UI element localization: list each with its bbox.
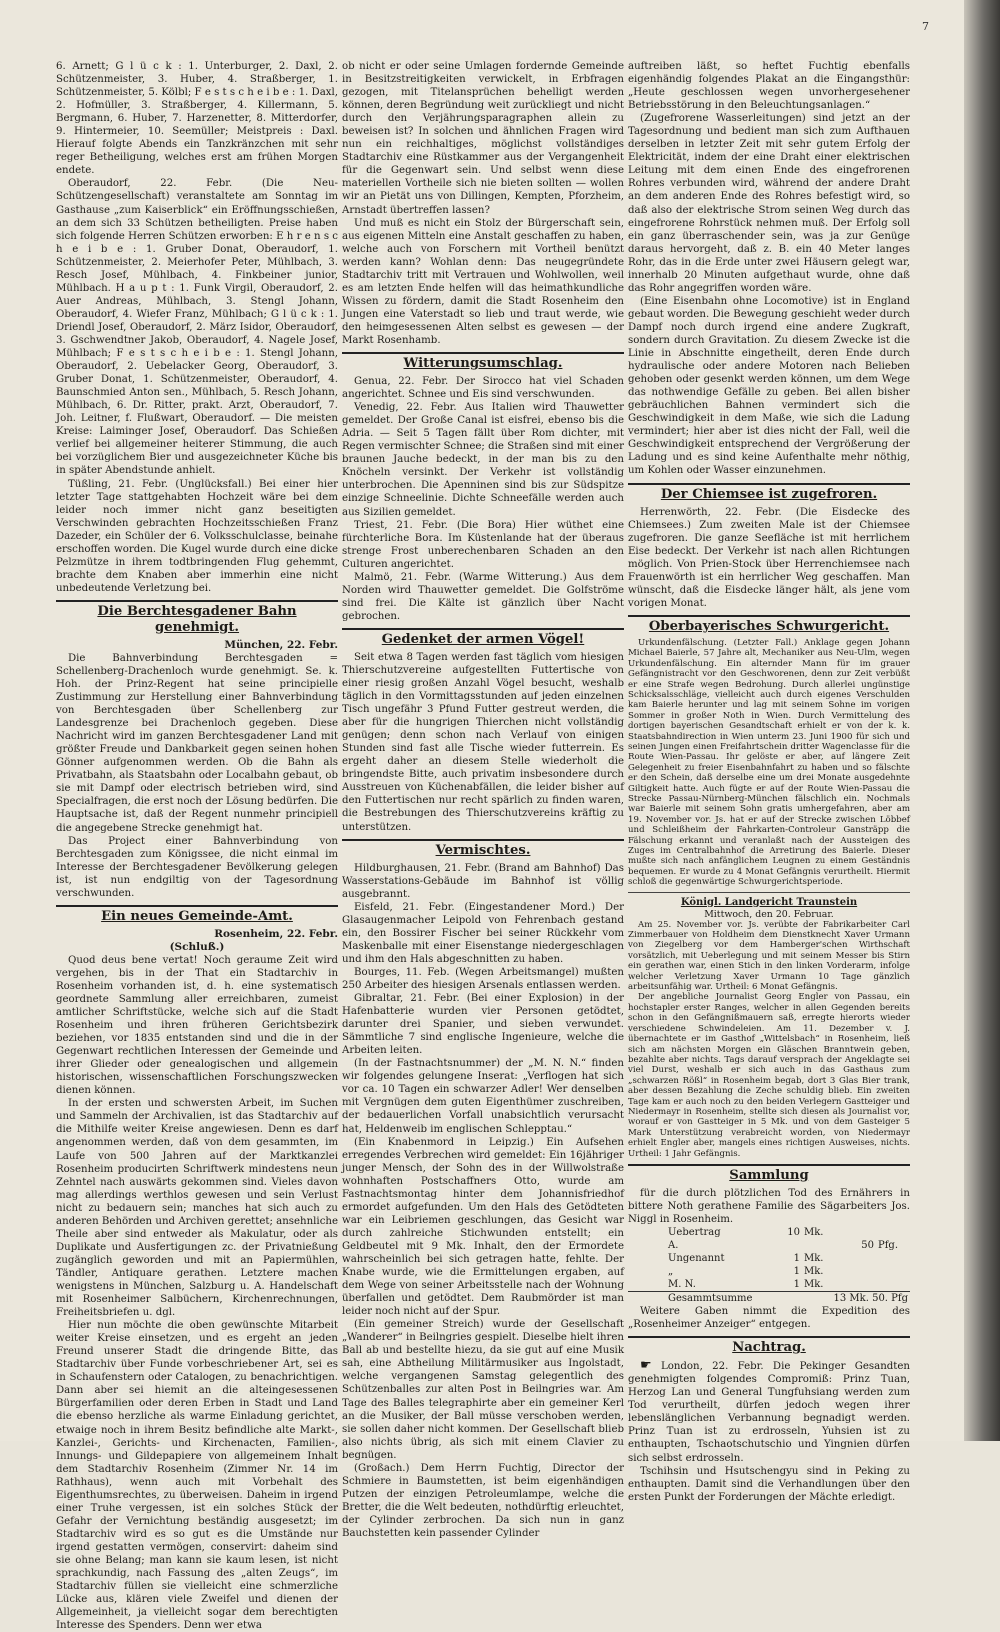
sammlung-row-pfg-unit	[876, 1265, 910, 1278]
headline-vermischtes: Vermischtes.	[435, 842, 531, 858]
article-triest: Triest, 21. Febr. (Die Bora) Hier wüthet eine fürchterliche Bora. Im Küstenlande hat der überaus strenge Frost unberechenbaren Schaden an den Culturen angerichtet.	[342, 519, 624, 570]
sammlung-row-mk	[762, 1239, 802, 1252]
dateline-muenchen: München, 22. Febr.	[224, 638, 338, 651]
article-bahn-p2: Das Project einer Bahnverbindung von Berchtesgaden zum Königssee, die nicht einmal im Interesse der Berchtesgadener Bevölkerung gelegen ist, ist nun endgiltig von der Tagesordnung verschwunden.	[56, 835, 338, 899]
divider	[56, 905, 338, 907]
sammlung-row	[628, 1265, 910, 1278]
sammlung-row-mk-unit: Mk.	[804, 1227, 824, 1239]
landgericht-body	[628, 920, 910, 1159]
sammlung-row-pfg	[836, 1252, 876, 1265]
article-grossach: (Großach.) Dem Herrn Fuchtig, Director der Schmiere in Baumstetten, ist beim eigenhändigen Putzen der einzigen Petroleumlampe, welche die Bretter, die die Welt bedeuten, nothdürftig erleuchtet, der Cylinder zerbrochen. Da sich nun in ganz Bauchstetten kein passender Cylinder	[342, 1462, 624, 1539]
sammlung-row-label: Uebertrag	[668, 1227, 721, 1239]
article-bahn-p1: Die Bahnverbindung Berchtesgaden = Schellenberg-Drachenloch wurde genehmigt. Se. k. Hoh. der Prinz-Regent hat seine principielle Zustimmung zur Herstellung einer Bahnverbindung von Berchtesgaden über Schellenberg zur Landesgrenze bei Drachenloch gegeben. Diese Nachricht wird im ganzen Berchtesgadener Land mit größter Freude und Dankbarkeit gegen seinen hohen Gönner aufgenommen werden. Ob die Bahn als Privatbahn, als Staatsbahn oder Localbahn gebaut, ob sie mit Dampf oder electrisch betrieben wird, sind Specialfragen, die erst noch der Lösung bedürfen. Die Hauptsache ist, daß der Regent nunmehr principiell die angegebene Strecke genehmigt hat.	[56, 652, 338, 834]
sammlung-row-mk-unit: Mk.	[804, 1279, 824, 1291]
sammlung-total-label: Gesammtsumme	[628, 1292, 762, 1306]
article-landgericht-2: Der angebliche Journalist Georg Engler von Passau, ein hochstapler erster Ranges, welcher in allen Gegenden bereits schon in den Gefängnißmauern saß, erregte hierorts wieder verschiedene Schwindeleien. Am 11. Dezember v. J. übernachtete er im Gasthof „Wittelsbach“ in Rosenheim, ließ sich am nächsten Morgen ein Gläschen Branntwein geben, bezahlte aber nichts. Tags darauf versprach der Angeklagte sei viel Durst, weshalb er sich auch in das Gasthaus zum „schwarzen Rößl“ in Rosenheim begab, dort 3 Glas Bier trank, aber dessen Bezahlung die Zeche schuldig blieb. Ein zweiten Tage kam er auch noch zu den beiden Verlegern Gastteiger und Niedermayr in Rosenheim, stellte sich diesen als Journalist vor, worauf er von Gastteiger in 5 Mk. und von dem Gasteiger 5 Mark Unterstützung verabreicht worden, von Niedermayr erhielt Engler aber, mangels eines richtigen Ausweises, nichts. Urtheil: 1 Jahr Gefängnis.	[628, 992, 910, 1159]
article-nachtrag	[628, 1359, 910, 1464]
column-3	[628, 60, 910, 1503]
sammlung-table	[628, 1226, 910, 1305]
sammlung-row	[628, 1278, 910, 1292]
headline-schwurgericht: Oberbayerisches Schwurgericht.	[648, 618, 890, 634]
dateline-rosenheim: Rosenheim, 22. Febr.	[214, 927, 338, 940]
article-genua: Genua, 22. Febr. Der Sirocco hat viel Schaden angerichtet. Schnee und Eis sind verschwunden.	[342, 376, 624, 401]
sammlung-row-mk-unit	[802, 1239, 836, 1252]
article-tuessling: Tüßling, 21. Febr. (Unglücksfall.) Bei einer hier letzter Tage stattgehabten Hochzeit wäre bei dem leider noch immer nicht ganz beseitigten Verschwinden gebrachten Hochzeitsschießen Franz Dazeder, ein Schüler der 6. Volksschulclasse, beinahe erschoffen worden. Die Kugel wurde durch eine dicke Pelzmütze in ihrem todtbringenden Flug gehemmt, brachte dem Knaben aber immerhin eine nicht unbedeutende Verletzung bei.	[56, 478, 338, 594]
page-number: 7	[922, 20, 929, 33]
schwurgericht-body	[628, 638, 910, 888]
article-malmoe: Malmö, 21. Febr. (Warme Witterung.) Aus dem Norden wird Thauwetter gemeldet. Die Golfströme sind frei. Die Kälte ist gänzlich über Nacht gebrochen.	[342, 571, 624, 622]
article-amt-p2: In der ersten und schwersten Arbeit, im Suchen und Sammeln der Archivalien, ist das Stadtarchiv auf die Mithilfe weiter Kreise angewiesen. Denn es darf angenommen werden, daß von dem gesammten, im Laufe von 500 Jahren auf der Marktkanzlei Rosenheim producirten Schriftwerk mindestens neun Zehntel nach auswärts gekommen sind. Vieles davon mag allerdings werthlos gewesen und sein Verlust nicht zu bedauern sein; manches hat sich auch zu anderen Behörden und Archiven gerettet; ansehnliche Theile aber sind entweder als Makulatur, oder als Duplikate und Ausfertigungen zc. der Privatnießung zugänglich geworden und mit an Papiermühlen, Tändler, Antiquare gerathen. Letztere machen wenigstens in München, Salzburg u. A. Handelschaft mit Rosenheimer Salbüchern, Kirchenrechnungen, Freiheitsbriefen u. dgl.	[56, 1098, 338, 1319]
dateline-landgericht: Mittwoch, den 20. Februar.	[704, 908, 834, 920]
article-grossach-continued: auftreiben läßt, so heftet Fuchtig ebenfalls eigenhändig folgendes Plakat an die Eingangsthür: „Heute geschlossen wegen unvorhergesehener Betriebsstörung in den Beleuchtungsanlagen.“	[628, 61, 910, 112]
article-amt-continued-2: Und muß es nicht ein Stolz der Bürgerschaft sein, aus eigenen Mitteln eine Anstalt geschaffen zu haben, welche auch von Forschern mit Vortheil benützt werden kann? Wohlan denn: Das neugegründete Stadtarchiv tritt mit Vertrauen und Wohlwollen, weil es am letzten Ende helfen will das heimathkundliche Wissen zu fördern, damit die Stadt Rosenheim den Jungen eine Vaterstadt so lieb und traut werde, wie den heimgesessenen Alten selbst es gewesen — der Markt Rosenhamb.	[342, 217, 624, 346]
sammlung-row-mk: 1	[793, 1253, 800, 1265]
sammlung-row-mk: 1	[793, 1279, 800, 1291]
divider	[628, 483, 910, 485]
article-nachtrag-2: Tschihsin und Hsutschengyu sind in Peking zu enthaupten. Damit sind die Verhandlungen über den ersten Punkt der Forderungen der Mächte erledigt.	[628, 1465, 910, 1503]
sammlung-outro: Weitere Gaben nimmt die Expedition des „Rosenheimer Anzeiger“ entgegen.	[628, 1306, 910, 1331]
article-nachtrag-text: London, 22. Febr. Die Pekinger Gesandten genehmigten folgendes Compromiß: Prinz Tuan, Herzog Lan und General Tungfuhsiang werden zum Tod verurtheilt, dürfen jedoch wegen ihrer lebenslänglichen Verbannung begnadigt werden. Prinz Tuan ist zu erdrosseln, Yuhsien ist zu enthaupten, Tschaotschutschio und Yingnien dürfen sich selbst erdrosseln.	[628, 1361, 910, 1464]
divider	[342, 352, 624, 354]
divider	[342, 628, 624, 630]
article-fastnacht: (In der Fastnachtsnummer) der „M. N. N.“ finden wir folgendes gelungene Inserat: „Verflogen hat sich vor ca. 10 Tagen ein schwarzer Adler! Wer denselben mit Vergnügen dem guten Eigenthümer zuschreiben, der bedauerlichen Vorfall unabsichtlich verursacht hat, Heldenweib im englischen Schlepptau.“	[342, 1058, 624, 1135]
headline-voegel: Gedenket der armen Vögel!	[381, 631, 585, 647]
sammlung-row	[628, 1226, 910, 1239]
article-knabenmord: (Ein Knabenmord in Leipzig.) Ein Aufsehen erregendes Verbrechen wird gemeldet: Ein 16jähriger junger Mensch, der Sohn des in der Willwolstraße wohnhaften Postschaffners Otto, wurde am Fastnachtsmontag hinter dem Johannisfriedhof ermordet aufgefunden. Um den Hals des Getödteten war ein Leibriemen geschlungen, das Gesicht war durch zahlreiche Stichwunden entstellt; ein Geldbeutel mit 9 Mk. Inhalt, den der Ermordete wahrscheinlich bei sich getragen hatte, fehlte. Der Knabe wurde, wie die Ermittelungen ergaben, auf dem Wege von seiner Arbeitsstelle nach der Wohnung überfallen und getödtet. Dem Raubmörder ist man leider noch nicht auf der Spur.	[342, 1136, 624, 1318]
scan-edge-shadow	[964, 0, 1000, 1441]
article-chiemsee: Herrenwörth, 22. Febr. (Die Eisdecke des Chiemsees.) Zum zweiten Male ist der Chiemsee zugefroren. Die ganze Seefläche ist mit herrlichem Eise bedeckt. Der Verkehr ist nach allen Richtungen möglich. Von Prien-Stock über Herrenchiemsee nach Frauenwörth ist ein herrlicher Weg geschaffen. Man wünscht, daß die Eisdecke länger hält, als jene vom vorigen Monat.	[628, 506, 910, 609]
sammlung-row-mk: 1	[793, 1266, 800, 1278]
divider	[628, 1336, 910, 1338]
sammlung-row-mk-unit: Mk.	[804, 1266, 824, 1278]
article-gibraltar: Gibraltar, 21. Febr. (Bei einer Explosion) in der Hafenbatterie wurden vier Personen getödtet, darunter drei Spanier, und sieben verwundet. Sämmtliche 7 sind englische Ingenieure, welche die Arbeiten leiten.	[342, 993, 624, 1057]
sammlung-row-mk-unit: Mk.	[804, 1253, 824, 1265]
article-hildburghausen: Hildburghausen, 21. Febr. (Brand am Bahnhof) Das Wasserstations-Gebäude im Bahnhof ist völlig ausgebrannt.	[342, 862, 624, 900]
divider	[628, 892, 910, 893]
sammlung-row	[628, 1252, 910, 1265]
sammlung-row-pfg	[836, 1226, 876, 1239]
sammlung-row-pfg: 50	[861, 1240, 874, 1252]
sammlung-row-pfg-unit	[876, 1278, 910, 1292]
sammlung-row-pfg	[836, 1278, 876, 1292]
article-eisfeld: Eisfeld, 21. Febr. (Eingestandener Mord.) Der Glasaugenmacher Leipold von Fehrenbach gestand ein, den Bossirer Fischer bei seiner Rückkehr vom Maskenballe mit einer Eisenstange niedergeschlagen und ihm den Hals abgeschnitten zu haben.	[342, 901, 624, 965]
sammlung-intro: für die durch plötzlichen Tod des Ernährers in bittere Noth gerathene Familie des Sägarbeiters Jos. Niggl in Rosenheim.	[628, 1187, 910, 1226]
article-streich: (Ein gemeiner Streich) wurde der Gesellschaft „Wanderer“ in Beilngries gespielt. Dieselbe hielt ihren Ball ab und bestellte hiezu, da sie gut auf eine Musik sah, eine Abtheilung Militärmusiker aus Ingolstadt, welche vergangenen Samstag gelegentlich des Schützenballes zur alten Post in Beilngries war. Am Tage des Balles telegraphirte aber ein gemeiner Kerl an die Musiker, der Ball müsse verschoben werden, sie sollen daher nicht kommen. Der Gesellschaft blieb also nichts übrig, als sich mit einem Clavier zu begnügen.	[342, 1319, 624, 1461]
divider	[628, 615, 910, 617]
article-bourges: Bourges, 11. Feb. (Wegen Arbeitsmangel) mußten 250 Arbeiter des hiesigen Arsenals entlassen werden.	[342, 966, 624, 991]
divider	[628, 1164, 910, 1166]
divider	[342, 839, 624, 841]
article-wasserleitungen: (Zugefrorene Wasserleitungen) sind jetzt an der Tagesordnung und bedient man sich zum Aufthauen derselben in letzter Zeit mit sehr gutem Erfolg der Elektricität, indem der eine Draht einer elektrischen Leitung mit dem einen Ende des eingefrorenen Rohres verbunden wird, während der andere Draht an dem anderen Ende des Rohres befestigt wird, so daß also der elektrische Strom seinen Weg durch das eingefrorene Rohrstück nehmen muß. Der Erfolg soll ein ganz überraschender sein, was ja zur Genüge daraus hervorgeht, daß z. B. ein 40 Meter langes Rohr, das in die Erde unter zwei Häusern gelegt war, innerhalb 20 Minuten aufgethaut wurde, ohne daß das Rohr angegriffen worden wäre.	[628, 113, 910, 294]
article-amt-p3: Hier nun möchte die oben gewünschte Mitarbeit weiter Kreise einsetzen, und es ergeht an jeden Freund unserer Stadt die dringende Bitte, das Stadtarchiv über Funde vorbeschriebener Art, sei es in Schaufenstern oder Catalogen, zu benachrichtigen. Dann aber sei hiemit an die alteingesessenen Bürgerfamilien oder deren Erben in Stadt und Land die ebenso herzliche als warme Einladung gerichtet, etwaige noch in ihrem Besitz befindliche alte Markt-, Kanzlei-, Gerichts- und Kirchenacten, Familien-, Innungs- und Gildepapiere von allgemeinem Inhalt dem Stadtarchiv Rosenheim (Zimmer Nr. 14 im Rathhaus), wenn auch mit Vorbehalt des Eigenthumsrechtes, zu überweisen. Daheim in irgend einer Truhe vergessen, ist ein solches Stück der Gefahr der Vernichtung beständig ausgesetzt; im Stadtarchiv wird es so gut es die Umstände nur irgend gestatten vermögen, conservirt: daheim sind sie ohne Belang; man kann sie kaum lesen, ist nicht sprachkundig, nach Fassung des „alten Zeugs“, im Stadtarchiv füllen sie vielleicht eine schmerzliche Lücke aus, klären viele Zweifel und dienen der Allgemeinheit, ja vielleicht sogar dem berechtigten Interesse des Spenders. Denn wer etwa	[56, 1320, 338, 1632]
article-oberaudorf: Oberaudorf, 22. Febr. (Die Neu-Schützengesellschaft) veranstaltete am Sonntag im Gasthause „zum Kaiserblick“ ein Eröffnungsschießen, an dem sich 33 Schützen betheiligten. Preise haben sich folgende Herren Schützen erworben: E h r e n s c h e i b e : 1. Gruber Donat, Oberaudorf, 1. Schützenmeister, 2. Meierhofer Peter, Mühlbach, 3. Resch Josef, Mühlbach, 4. Finkbeiner junior, Mühlbach. H a u p t : 1. Funk Virgil, Oberaudorf, 2. Auer Andreas, Mühlbach, 3. Stengl Johann, Oberaudorf, 4. Wiefer Franz, Mühlbach; G l ü c k : 1. Driendl Josef, Oberaudorf, 2. März Isidor, Oberaudorf, 3. Gschwendtner Jakob, Oberaudorf, 4. Nagele Josef, Mühlbach; F e s t s c h e i b e : 1. Stengl Johann, Oberaudorf, 2. Uebelacker Georg, Oberaudorf, 3. Gruber Donat, 1. Schützenmeister, Oberaudorf, 4. Baunschmied Anton sen., Mühlbach, 5. Resch Johann, Mühlbach, 6. Dr. Ritter, prakt. Arzt, Oberaudorf, 7. Joh. Leitner, f. Flußwart, Oberaudorf. — Die meisten Kreise: Laiminger Josef, Oberaudorf. Das Schießen verlief bei allgemeiner heiterer Stimmung, die auch bei vorzüglichem Bier und ausgezeichneter Küche bis in später Abendstunde anhielt.	[56, 178, 338, 477]
sammlung-row-pfg-unit	[876, 1226, 910, 1239]
sammlung-row-pfg-unit: Pfg.	[878, 1240, 899, 1252]
divider	[56, 600, 338, 602]
sammlung-row-pfg-unit	[876, 1252, 910, 1265]
article-venedig: Venedig, 22. Febr. Aus Italien wird Thauwetter gemeldet. Der Große Canal ist eisfrei, ebenso bis die Adria. — Seit 5 Tagen fällt über Rom dichter, mit Regen vermischter Schnee; die Straßen sind mit einer braunen Jauche bedeckt, in der man bis zu den Knöcheln versinkt. Der Verkehr ist vollständig unterbrochen. Die Apenninen sind bis zur Südspitze einzige Schneelinie. Dichte Schneefälle werden auch aus Sizilien gemeldet.	[342, 402, 624, 518]
headline-chiemsee: Der Chiemsee ist zugefroren.	[660, 486, 878, 502]
article-voegel: Seit etwa 8 Tagen werden fast täglich vom hiesigen Thierschutzvereine aufgestellten Futtertische von einer riesig großen Anzahl Vögel besucht, weshalb täglich in den Vormittagsstunden auf jeden einzelnen Tisch ungefähr 3 Pfund Futter gestreut werden, die aber für die hungrigen Thierchen nicht vollständig genügen; denn schon nach Verlauf von einigen Stunden sind fast alle Tische wieder futterrein. Es ergeht daher an diesem Stelle wiederholt die bringendste Bitte, auch privatim insbesondere durch Ausstreuen von Küchenabfällen, die leider bisher auf den Futtertischen nur recht spärlich zu finden waren, die Bestrebungen des Thierschutzvereins kräftig zu unterstützen.	[342, 651, 624, 833]
headline-witterung: Witterungsumschlag.	[403, 356, 563, 372]
sammlung-row-label: A.	[668, 1240, 679, 1252]
headline-berchtesgaden: Die Berchtesgadener Bahn genehmigt.	[97, 603, 297, 635]
article-schwurgericht: Urkundenfälschung. (Letzter Fall.) Anklage gegen Johann Michael Baierle, 57 Jahre alt, Mechaniker aus Neu-Ulm, wegen Urkundenfälschung. Ein alternder Mann für im grauer Gefängnistracht vor den Geschworenen, denn zur Zeit verbüßt er eine Strafe wegen Bedrohung. Durch allerlei ungünstige Schicksalsschläge, vielleicht auch durch eigenes Verschulden kam Baierle herunter und lag mit seinem Sohne im vorigen Sommer in großer Noth in Wien. Durch Vermittelung des dortigen bayerischen Gesandtschaft erhielt er von der k. k. Staatsbahndirection in Wien unterm 23. Juni 1900 für sich und seinen Jungen einen Freifahrtschein dritter Wagenclasse für die Route Wien-Passau. Ihr gelöste er aber, auf längere Zeit Gelegenheit zu freier Eisenbahnfahrt zu haben und so fälschte er den Schein, daß derselbe eine um drei Monate ausgedehnte Giltigkeit hatte. Auch fügte er auf der Route Wien-Passau die Strecke Passau-Nürnberg-München fälschlich ein. Nochmals war Baierle mit seinem Sohn gratis umhergefahren, aber am 19. November vor. Js. hat er auf der Strecke zwischen Löbbef und Schleißheim der Fahrkarten-Controleur Gansträpp die Fälschung erkannt und veranlaßt nach der Aussteigen des Zuges im Centralbahnhof die Arretirung des Baierle. Dieser mußte sich nach anfänglichem Leugnen zu einem Geständnis bequemen. Er wurde zu 4 Monat Gefängnis verurtheilt. Hiermit schloß die gegenwärtige Schwurgerichtsperiode.	[628, 637, 910, 888]
headline-sammlung: Sammlung	[729, 1167, 809, 1183]
sammlung-total-row	[628, 1292, 910, 1306]
headline-gemeinde-amt: Ein neues Gemeinde-Amt.	[101, 908, 293, 924]
schuetzen-results: 6. Arnett; G l ü c k : 1. Unterburger, 2. Daxl, 2. Schützenmeister, 3. Huber, 4. Straßberger, 1. Schützenmeister, 5. Kölbl; F e s t s c h e i b e : 1. Daxl, 2. Hofmüller, 3. Straßberger, 4. Killermann, 5. Bergmann, 6. Huber, 7. Harzenetter, 8. Mitterdorfer, 9. Hintermeier, 10. Seemüller; Meistpreis : Daxl. Hierauf folgte Abends ein Tanzkränzchen mit sehr reger Betheiligung, welches erst am frühen Morgen endete.	[56, 61, 339, 177]
sammlung-total-value: 13 Mk. 50. Pfg	[762, 1292, 910, 1306]
article-landgericht-1: Am 25. November vor. Js. verübte der Fabrikarbeiter Carl Zimmerbauer von Holdheim dem Dienstknecht Xaver Urmann von Ziegelberg vor dem Hamberger'schen Wirthschaft vorsätzlich, mit Ueberlegung und mit seinem Messer bis Stirn ein gerathen war, einen Stich in den linken Vorderarm, infolge welcher Verletzung Xaver Urmann 10 Tage gänzlich arbeitsunfähig war. Urtheil: 6 Monat Gefängnis.	[628, 919, 910, 993]
continuation-note: (Schluß.)	[169, 940, 225, 953]
sammlung-row-mk: 10	[787, 1227, 800, 1239]
headline-landgericht: Königl. Landgericht Traunstein	[680, 896, 858, 908]
article-amt-p1: Quod deus bene vertat! Noch geraume Zeit wird vergehen, bis in der That ein Stadtarchiv in Rosenheim vorhanden ist, d. h. eine systematisch geordnete Sammlung aller erreichbaren, zumeist amtlicher Schriftstücke, welche sich auf die Stadt Rosenheim und ihren früheren Gerichtsbezirk beziehen, vor 1835 entstanden sind und die in der Gegenwart rechtlichen Interessen der Gemeinde und ihrer Glieder oder genealogischen und allgemein historischen, wissenschaftlichen Forschungszwecken dienen können.	[56, 954, 338, 1097]
headline-nachtrag: Nachtrag.	[732, 1340, 806, 1356]
column-2	[342, 60, 624, 1539]
article-eisenbahn: (Eine Eisenbahn ohne Locomotive) ist in England gebaut worden. Die Bewegung geschieht weder durch Dampf noch durch irgend eine andere Zugkraft, sondern durch Gravitation. Zu diesem Zwecke ist die Linie in Abschnitte eingetheilt, deren Ende durch hydraulische oder andere Motoren nach Belieben gehoben oder gesenkt werden können, um dem Wege das nothwendige Gefälle zu geben. Bei allen bisher gebräuchlichen Bahnen vermindert sich die Geschwindigkeit in dem Maße, wie sich die Ladung vermindert; hier aber ist dies nicht der Fall, weil die Geschwindigkeit entsprechend der Vergrößerung der Ladung und es sind keine Aufenthalte mehr nöthig, um Kohlen oder Wasser einzunehmen.	[628, 295, 910, 477]
sammlung-row-label: Ungenannt	[668, 1253, 725, 1265]
pointing-hand-icon: ☛	[640, 1358, 652, 1374]
sammlung-row	[628, 1239, 910, 1252]
sammlung-row-label: M. N.	[668, 1279, 696, 1291]
sammlung-row-pfg	[836, 1265, 876, 1278]
sammlung-row-label: „	[668, 1266, 674, 1278]
article-amt-continued: ob nicht er oder seine Umlagen fordernde Gemeinde in Besitzstreitigkeiten verwickelt, in Erbfragen gezogen, mit Titelansprüchen behelligt werden können, deren Begründung weit zurückliegt und nicht durch den Verjährungsparagraphen allein zu beweisen ist? In solchen und ähnlichen Fragen wird nun ein reichhaltiges, möglichst vollständiges Stadtarchiv eine Rüstkammer aus der Vergangenheit für die Gegenwart sein. Und selbst wenn diese materiellen Vortheile sich nie bieten sollten — wollen wir an Pietät uns von Dillingen, Kempten, Pforzheim, Arnstadt übertreffen lassen?	[342, 61, 624, 216]
column-1	[56, 60, 339, 1632]
